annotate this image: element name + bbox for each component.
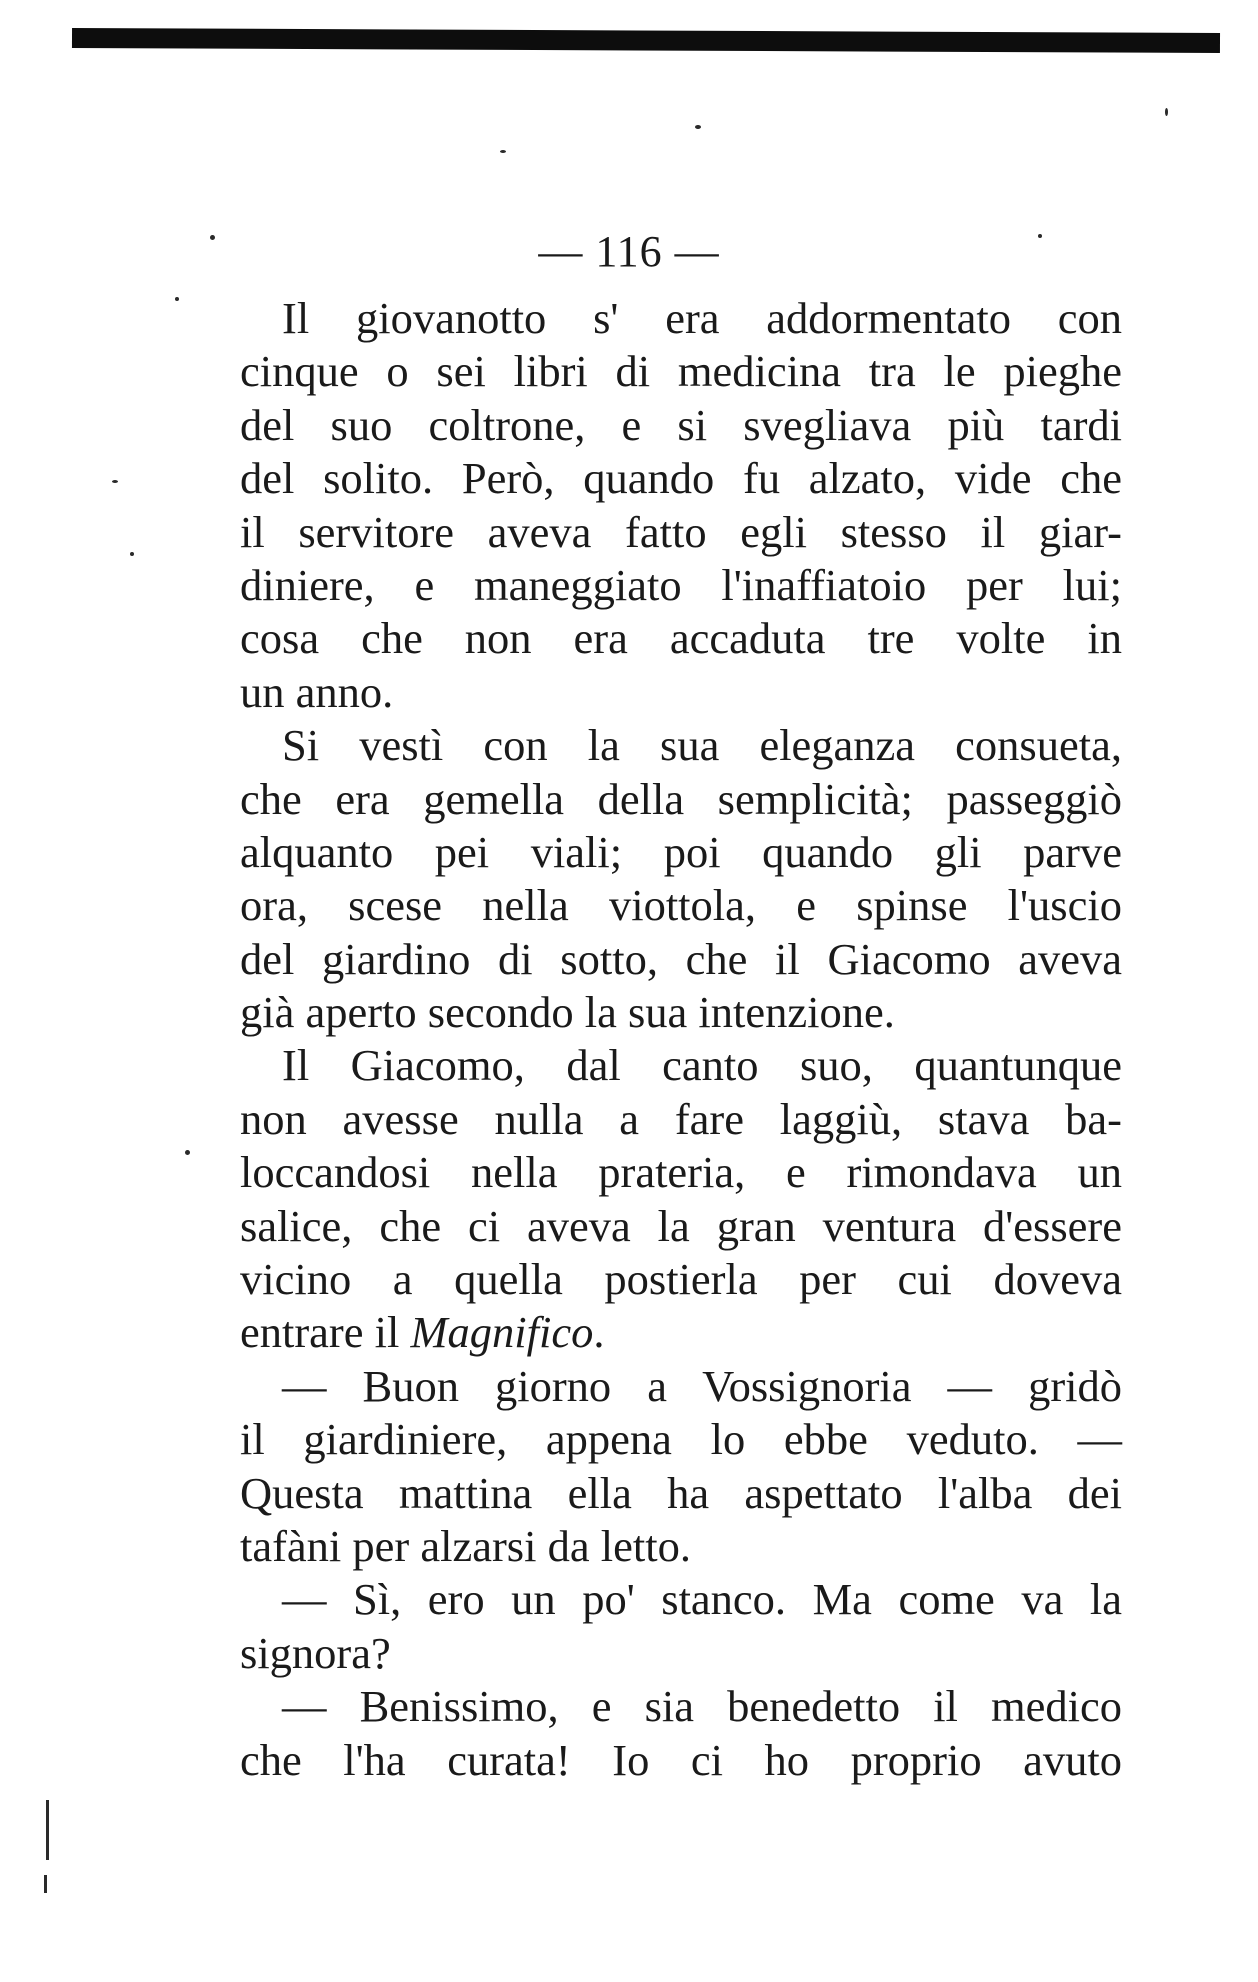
scan-speck	[175, 297, 179, 301]
text-line	[240, 1306, 1122, 1359]
text-run: entrare il	[240, 1307, 411, 1358]
text-line: cosa che non era accaduta tre volte in	[240, 613, 1122, 664]
text-line: un anno.	[240, 666, 394, 717]
scan-speck	[130, 552, 134, 556]
scan-speck	[695, 125, 701, 129]
text-line: Il Giacomo, dal canto suo, quantunque	[282, 1040, 1122, 1091]
text-line: del solito. Però, quando fu alzato, vide che	[240, 453, 1122, 504]
text-line: tafàni per alzarsi da letto.	[240, 1520, 691, 1571]
text-line: che era gemella della semplicità; passeggiò	[240, 773, 1122, 824]
text-line: — Buon giorno a Vossignoria — gridò	[282, 1360, 1122, 1411]
text-line: il giardiniere, appena lo ebbe veduto. —	[240, 1414, 1122, 1465]
scan-speck	[112, 480, 118, 483]
scan-speck	[500, 150, 506, 153]
text-line: cinque o sei libri di medicina tra le pieghe	[240, 346, 1122, 397]
body-text	[240, 292, 1122, 1787]
top-rule	[72, 28, 1220, 53]
text-line: del giardino di sotto, che il Giacomo aveva	[240, 933, 1122, 984]
text-line: alquanto pei viali; poi quando gli parve	[240, 826, 1122, 877]
text-line: Il giovanotto s' era addormentato con	[282, 293, 1122, 343]
text-line: Si vestì con la sua eleganza consueta,	[282, 720, 1122, 771]
text-line: già aperto secondo la sua intenzione.	[240, 987, 895, 1038]
text-line: non avesse nulla a fare laggiù, stava ba-	[240, 1093, 1122, 1144]
text-line: loccandosi nella prateria, e rimondava un	[240, 1147, 1122, 1198]
text-line: del suo coltrone, e si svegliava più tardi	[240, 399, 1122, 450]
page-number: — 116 —	[538, 227, 720, 276]
text-line: vicino a quella postierla per cui doveva	[240, 1254, 1122, 1305]
text-line: ora, scese nella viottola, e spinse l'uscio	[240, 880, 1122, 931]
text-line: il servitore aveva fatto egli stesso il giar-	[240, 506, 1122, 557]
scan-speck	[46, 1800, 49, 1860]
text-line: — Sì, ero un po' stanco. Ma come va la	[282, 1574, 1122, 1625]
scan-speck	[185, 1150, 190, 1155]
scan-speck	[1165, 108, 1168, 116]
scan-speck	[44, 1875, 47, 1893]
text-line: — Benissimo, e sia benedetto il medico	[282, 1681, 1122, 1732]
italic-name: Magnifico	[410, 1307, 594, 1358]
text-line: salice, che ci aveva la gran ventura d'essere	[240, 1200, 1122, 1251]
text-line: Questa mattina ella ha aspettato l'alba dei	[240, 1467, 1122, 1518]
text-line: che l'ha curata! Io ci ho proprio avuto	[240, 1734, 1122, 1785]
text-line: diniere, e maneggiato l'inaffiatoio per lui;	[240, 559, 1122, 610]
text-line: signora?	[240, 1627, 391, 1678]
text-run: .	[593, 1307, 605, 1358]
